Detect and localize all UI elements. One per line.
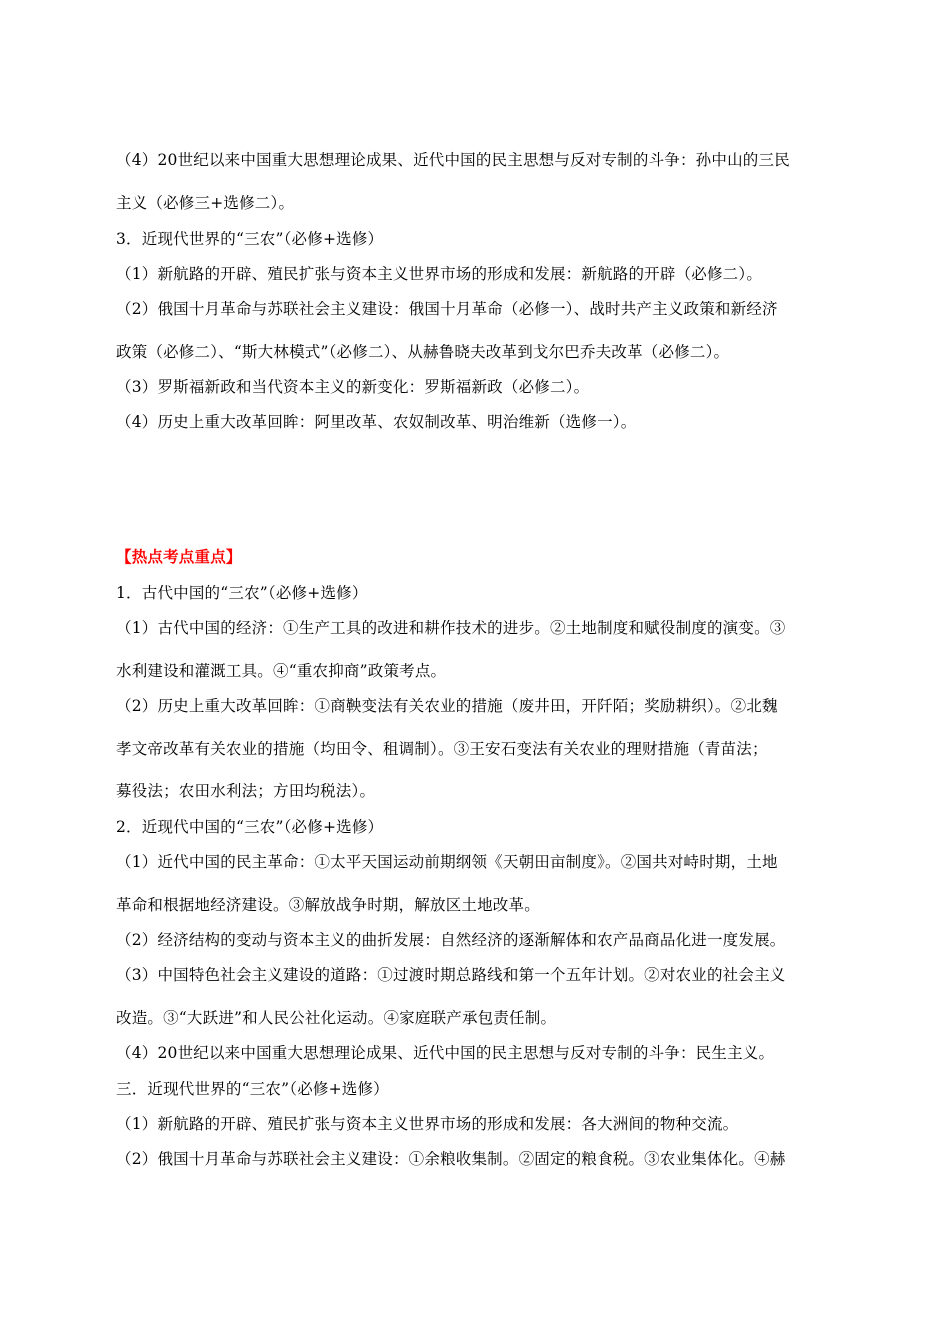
text-line: （2）俄国十月革命与苏联社会主义建设：①余粮收集制。②固定的粮食税。③农业集体化。④赫 (116, 1150, 786, 1168)
text-line: （3）中国特色社会主义建设的道路：①过渡时期总路线和第一个五年计划。②对农业的社会主义 (116, 966, 786, 984)
text-line: 水利建设和灌溉工具。④“重农抑商”政策考点。 (116, 662, 447, 680)
text-line: （2）经济结构的变动与资本主义的曲折发展：自然经济的逐渐解体和农产品商品化进一度发展。 (116, 931, 786, 949)
text-line: （2）历史上重大改革回眸：①商鞅变法有关农业的措施（废井田，开阡陌；奖励耕织）。②北魏 (116, 697, 778, 715)
text-line: 3．近现代世界的“三农”（必修+选修） (116, 230, 384, 248)
text-line: （1）古代中国的经济：①生产工具的改进和耕作技术的进步。②土地制度和赋役制度的演变。③ (116, 619, 786, 637)
text-line: （4）历史上重大改革回眸：阿里改革、农奴制改革、明治维新（选修一）。 (116, 413, 637, 431)
text-line: 三．近现代世界的“三农”（必修+选修） (116, 1080, 389, 1098)
text-line: （4）20世纪以来中国重大思想理论成果、近代中国的民主思想与反对专制的斗争：民生主义。 (116, 1044, 775, 1062)
section-heading: 【热点考点重点】 (116, 547, 242, 566)
text-line: 革命和根据地经济建设。③解放战争时期，解放区土地改革。 (116, 896, 540, 914)
text-line: （1）新航路的开辟、殖民扩张与资本主义世界市场的形成和发展：各大洲间的物种交流。 (116, 1115, 739, 1133)
text-line: （1）近代中国的民主革命：①太平天国运动前期纲领《天朝田亩制度》。②国共对峙时期，土地 (116, 853, 778, 871)
text-line: （3）罗斯福新政和当代资本主义的新变化：罗斯福新政（必修二）。 (116, 378, 590, 396)
text-line: 主义（必修三+选修二）。 (116, 194, 295, 212)
text-line: 募役法；农田水利法；方田均税法）。 (116, 782, 376, 800)
text-line: 2．近现代中国的“三农”（必修+选修） (116, 818, 384, 836)
text-line: 孝文帝改革有关农业的措施（均田令、租调制）。③王安石变法有关农业的理财措施（青苗法； (116, 740, 768, 758)
text-line: 1．古代中国的“三农”（必修+选修） (116, 584, 368, 602)
text-line: （4）20世纪以来中国重大思想理论成果、近代中国的民主思想与反对专制的斗争：孙中山的三民 (116, 151, 790, 169)
text-line: 政策（必修二）、“斯大林模式”（必修二）、从赫鲁晓夫改革到戈尔巴乔夫改革（必修二）。 (116, 343, 730, 361)
text-line: 改造。③“大跃进”和人民公社化运动。④家庭联产承包责任制。 (116, 1009, 557, 1027)
text-line: （1）新航路的开辟、殖民扩张与资本主义世界市场的形成和发展：新航路的开辟（必修二）。 (116, 265, 763, 283)
text-line: （2）俄国十月革命与苏联社会主义建设：俄国十月革命（必修一）、战时共产主义政策和新经济 (116, 300, 778, 318)
